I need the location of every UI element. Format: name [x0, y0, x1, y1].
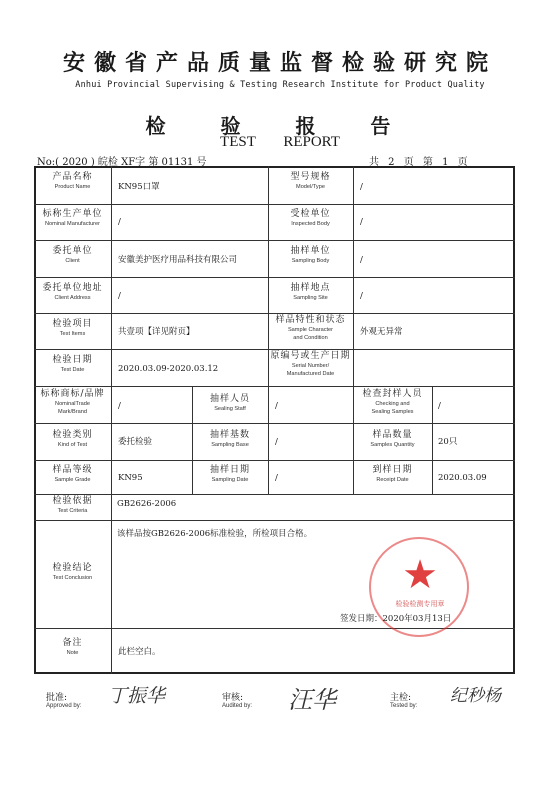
report-title-en: TEST REPORT [220, 134, 340, 150]
value-inspected-body: / [360, 217, 363, 227]
row-divider [34, 460, 515, 461]
value-sampling-site: / [360, 291, 363, 301]
label-kind-of-test: 检验类别 Kind of Test [52, 430, 93, 448]
tested-by-label: 主检: Tested by: [390, 693, 418, 709]
label-sampling-base: 抽样基数 Sampling Base [209, 430, 250, 448]
approved-by-label: 批准: Approved by: [46, 693, 82, 709]
row-divider [34, 313, 515, 314]
row-divider [34, 240, 515, 241]
label-client-address: 委托单位地址 Client Address [42, 283, 103, 301]
value-model: / [360, 182, 363, 192]
label-sampling-site: 抽样地点 Sampling Site [290, 283, 331, 301]
value-test-items: 共壹项【详见附页】 [118, 327, 195, 337]
value-sampling-base: / [275, 437, 278, 447]
label-sample-quantity: 样品数量 Samples Quantity [370, 430, 415, 448]
value-sample-quantity: 20只 [438, 437, 458, 447]
value-client: 安徽美护医疗用品科技有限公司 [118, 255, 238, 265]
audited-by-signature: 汪华 [288, 686, 336, 714]
label-sampling-date: 抽样日期 Sampling Date [209, 465, 250, 483]
stamp-star-icon: ★ [402, 552, 438, 598]
value-test-conclusion: 该样品按GB2626-2006标准检验，所检项目合格。 [117, 529, 313, 539]
value-receipt-date: 2020.03.09 [438, 473, 487, 483]
value-test-criteria: GB2626-2006 [117, 499, 177, 509]
label-note: 备注 Note [62, 638, 83, 656]
value-sampling-body: / [360, 255, 363, 265]
value-client-address: / [118, 291, 121, 301]
label-sample-character: 样品特性和状态 Sample Character and Condition [275, 315, 346, 341]
label-test-items: 检验项目 Test Items [52, 319, 93, 337]
label-trade-mark: 标称商标/品牌 NominalTrade Mark/Brand [40, 389, 105, 415]
label-receipt-date: 到样日期 Receipt Date [372, 465, 413, 483]
label-model: 型号规格 Model/Type [290, 172, 331, 190]
label-serial-number: 原编号或生产日期 Serial Number/ Manufactured Date [270, 351, 351, 377]
col-divider [111, 166, 112, 674]
label-sampling-body: 抽样单位 Sampling Body [290, 246, 331, 264]
label-nominal-manufacturer: 标称生产单位 Nominal Manufacturer [42, 209, 103, 227]
row-divider [34, 349, 515, 350]
stamp-text: 检验检测专用章 [395, 600, 445, 608]
row-divider [34, 494, 515, 495]
value-sealing-staff: / [275, 401, 278, 411]
page-count: 共 2 页 第 1 页 [369, 157, 468, 168]
value-note: 此栏空白。 [118, 647, 161, 657]
value-product-name: KN95口罩 [118, 182, 160, 192]
value-nominal-manufacturer: / [118, 217, 121, 227]
label-test-conclusion: 检验结论 Test Conclusion [52, 563, 93, 581]
label-test-date: 检验日期 Test Date [52, 355, 93, 373]
label-sample-grade: 样品等级 Sample Grade [52, 465, 93, 483]
label-sealing-staff: 抽样人员 Sealing Staff [209, 394, 250, 412]
col-divider [432, 386, 433, 494]
institute-name-cn: 安徽省产品质量监督检验研究院 [62, 50, 497, 76]
value-sample-character: 外观无异常 [360, 327, 403, 337]
label-test-criteria: 检验依据 Test Criteria [52, 496, 93, 514]
col-divider [353, 166, 354, 386]
approved-by-signature: 丁振华 [108, 685, 166, 707]
row-divider [34, 386, 515, 387]
value-test-date: 2020.03.09-2020.03.12 [118, 364, 219, 374]
label-product-name: 产品名称 Product Name [52, 172, 93, 190]
label-client: 委托单位 Client [52, 246, 93, 264]
col-divider [268, 386, 269, 494]
label-checking-staff: 检查封样人员 Checking and Sealing Samples [362, 389, 423, 415]
report-title-cn: 检 验 报 告 [145, 114, 415, 138]
audited-by-label: 审核: Audited by: [222, 693, 253, 709]
row-divider [34, 423, 515, 424]
value-sample-grade: KN95 [118, 473, 143, 483]
value-kind-of-test: 委托检验 [118, 437, 153, 447]
value-sampling-date: / [275, 473, 278, 483]
report-number: No:( 2020 ) 皖检 XF字 第 01131 号 [37, 157, 207, 168]
row-divider [34, 520, 515, 521]
institute-name-en: Anhui Provincial Supervising & Testing Research Institute for Product Quality [75, 80, 485, 90]
label-inspected-body: 受检单位 Inspected Body [290, 209, 331, 227]
row-divider [34, 204, 515, 205]
issue-date: 签发日期：2020年03月13日 [340, 614, 452, 624]
tested-by-signature: 纪秒杨 [450, 686, 501, 706]
value-trade-mark: / [118, 401, 121, 411]
value-checking-staff: / [438, 401, 441, 411]
row-divider [34, 277, 515, 278]
